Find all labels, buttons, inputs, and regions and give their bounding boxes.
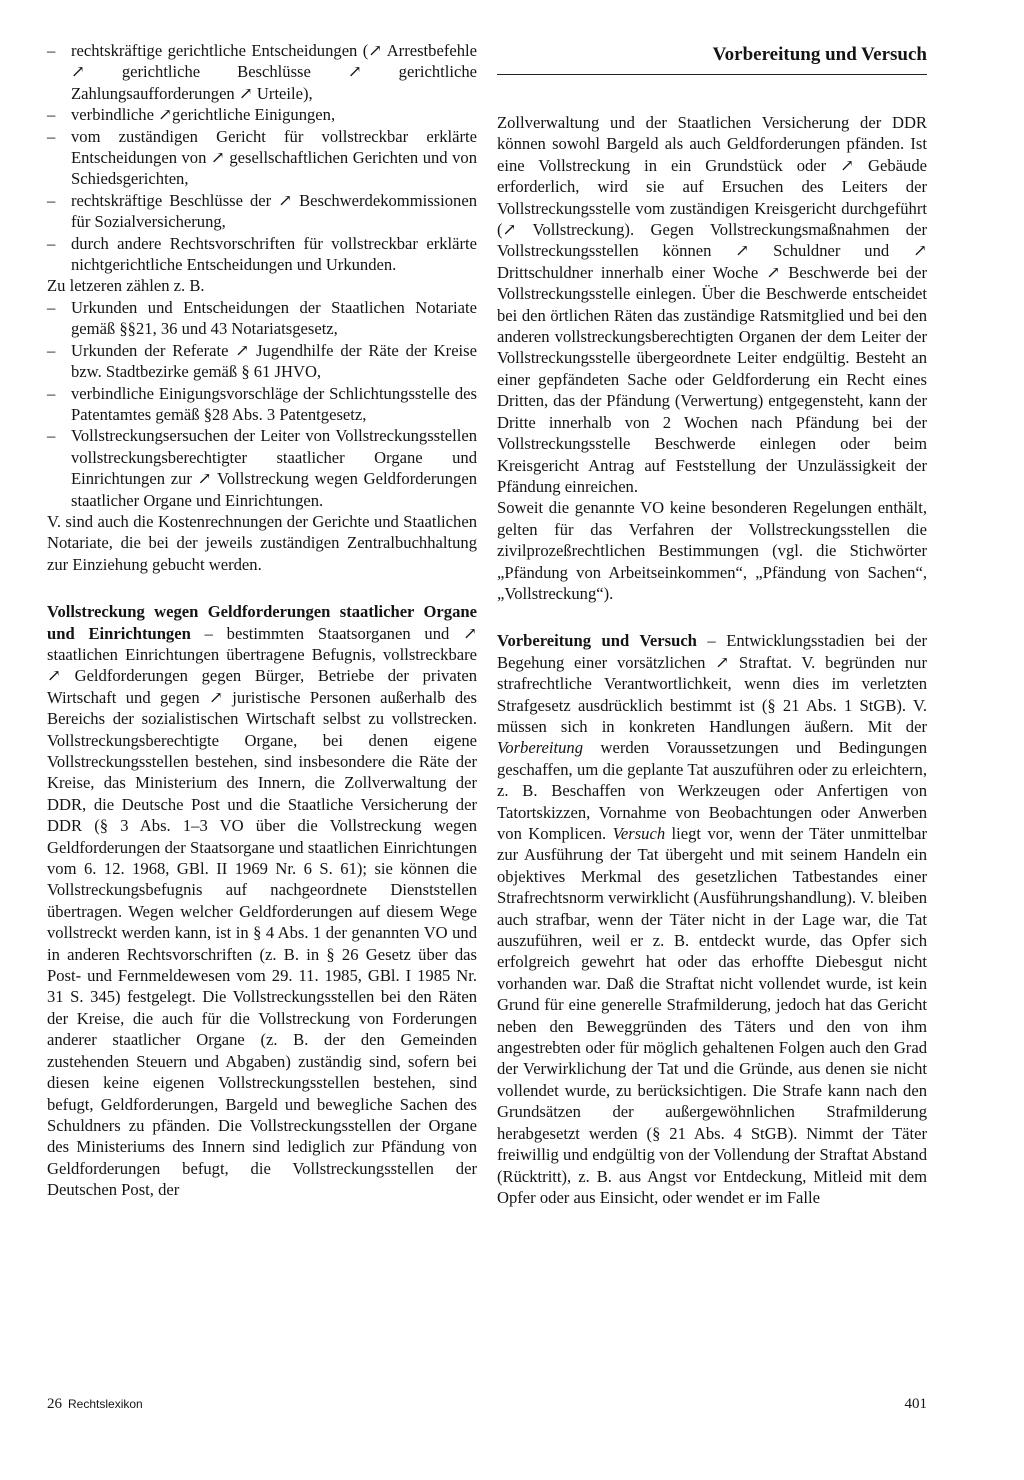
entry-body: – bestimmten Staatsorganen und ↗ staatlichen Einrichtungen übertragene Befugnis, vollstreckbare ↗ Geldforderungen gegen Bürger, Betriebe der privaten Wirtschaft und gegen ↗ juristische Personen außerhalb des Bereichs der sozialistischen Wirtschaft selbst zu vollstrecken. Vollstreckungsberechtigte Organe, bei denen eigene Vollstreckungsstellen bestehen, sind insbesondere die Räte der Kreise, das Ministerium des Innern, die Zollverwaltung der DDR, die Deutsche Post und die Staatliche Versicherung der DDR (§ 3 Abs. 1–3 VO über die Vollstreckung wegen Geldforderungen der Staatsorgane und staatlichen Einrichtungen vom 6. 12. 1968, GBl. II 1969 Nr. 6 S. 61); sie können die Vollstreckungsbefugnis auf nachgeordnete Dienststellen übertragen. Wegen welcher Geldforderungen auf diesem Wege vollstreckt werden kann, ist in § 4 Abs. 1 der genannten VO und in anderen Rechtsvorschriften (z. B. in § 26 Gesetz über das Post- und Fernmeldewesen vom 29. 11. 1985, GBl. I 1985 Nr. 31 S. 345) festgelegt. Die Vollstreckungsstellen bei den Räten der Kreise, die auch für die Vollstreckung von Forderungen anderer staatlicher Organe (z. B. der den Gemeinden zustehenden Steuern und Abgaben) zuständig sind, sofern bei diesen keine eigenen Vollstreckungsstellen bestehen, sind befugt, Geldforderungen, Bargeld und bewegliche Sachen des Schuldners zu pfänden. Die Vollstreckungsstellen der Organe des Ministeriums des Innern sind lediglich zur Pfändung von Geldforderungen befugt, die Vollstreckungsstellen der Deutschen Post, der [47, 623, 477, 1200]
list-item: – verbindliche ↗gerichtliche Einigungen, [47, 104, 477, 125]
continuation-paragraph: Zollverwaltung und der Staatlichen Versicherung der DDR können sowohl Bargeld als auch Geldforderungen pfänden. Ist eine Vollstreckung in ein Grundstück oder ↗ Gebäude erforderlich, wird sie auf Ersuchen des Leiters der Vollstreckungsstelle vom zuständigen Kreisgericht durchgeführt (↗ Vollstreckung). Gegen Vollstreckungsmaßnahmen der Vollstreckungsstellen können ↗ Schuldner und ↗ Drittschuldner innerhalb einer Woche ↗ Beschwerde bei der Vollstreckungsstelle einlegen. Über die Beschwerde entscheidet bei den örtlichen Räten das zuständige Ratsmitglied und bei den anderen vollstreckungsberechtigten Organen der dem Leiter der Vollstreckungsstelle übergeordnete Leiter endgültig. Besteht an einer gepfändeten Sache oder Geldforderung ein Recht eines Dritten, das der Pfändung (Verwertung) entgegensteht, kann der Dritte innerhalb von 2 Wochen nach Pfändung bei der Vollstreckungsstelle Beschwerde einlegen oder beim Kreisgericht Antrag auf Feststellung der Unzulässigkeit der Pfändung einreichen. [497, 113, 927, 496]
list-item: – durch andere Rechtsvorschriften für vollstreckbar erklärte nichtgerichtliche Entscheidungen und Urkunden. [47, 233, 477, 276]
footer-left [47, 1396, 143, 1413]
list-item: – verbindliche Einigungsvorschläge der Schlichtungsstelle des Patentamtes gemäß §28 Abs. 3 Patentgesetz, [47, 383, 477, 426]
enforceable-titles-list [47, 40, 477, 275]
entry-headword: Vollstreckung wegen Geldforderungen staatlicher Organe und Einrichtungen [47, 602, 477, 643]
page-number: 401 [904, 1396, 927, 1412]
entry-text: liegt vor, wenn der Täter unmittelbar zur Ausführung der Tat übergeht und mit seinem Handeln ein objektives Merkmal des gesetzlichen Tatbestandes einer Strafrechtsnorm verwirklicht (Ausführungshandlung). V. bleiben auch strafbar, wenn der Täter nicht in der Lage war, die Tat auszuführen, weil er z. B. entdeckt wurde, das Opfer sich erfolgreich gewehrt hat oder das erhoffte Diebesgut nicht vorhanden war. Daß die Straftat nicht vollendet wurde, ist kein Grund für eine generelle Strafmilderung, jedoch hat das Gericht neben den Beweggründen des Täters und den von ihm angestrebten oder für möglich gehaltenen Folgen auch den Grad der Verwirklichung der Tat und die Gründe, aus denen sie nicht vollendet wurde, zu berücksichtigen. Die Strafe kann nach den Grundsätzen der außergewöhnlichen Strafmilderung herabgesetzt werden (§ 21 Abs. 4 StGB). Nimmt der Täter freiwillig und endgültig von der Vollendung der Straftat Abstand (Rücktritt), z. B. aus Angst vor Entdeckung, Mitleid mit dem Opfer oder aus Einsicht, oder wendet er im Falle [497, 824, 927, 1207]
list-item: – rechtskräftige gerichtliche Entscheidungen (↗ Arrestbefehle ↗ gerichtliche Beschlüsse ↗ gerichtliche Zahlungsaufforderungen ↗ Urteile), [47, 40, 477, 104]
list-item: – Vollstreckungsersuchen der Leiter von Vollstreckungsstellen vollstreckungsberechtigter staatlicher Organe und Einrichtungen zur ↗ Vollstreckung wegen Geldforderungen staatlicher Organe und Einrichtungen. [47, 425, 477, 511]
list-item: – rechtskräftige Beschlüsse der ↗ Beschwerdekommissionen für Sozialversicherung, [47, 190, 477, 233]
entry-emphasis: Vorbereitung [497, 738, 584, 758]
book-name: Rechtslexikon [68, 1397, 143, 1411]
closing-paragraph: V. sind auch die Kostenrechnungen der Gerichte und Staatlichen Notariate, die bei der jeweils zuständigen Zentralbuchhaltung zur Einziehung gebucht werden. [47, 511, 477, 574]
entry-text: – Entwicklungsstadien bei der Begehung einer vorsätzlichen ↗ Straftat. V. begründen nur strafrechtliche Verantwortlichkeit, wenn dies im verletzten Strafgesetz ausdrücklich bestimmt ist (§ 21 Abs. 1 StGB). V. müssen sich in konkreten Handlungen äußern. Mit der [497, 631, 927, 736]
running-head: Vorbereitung und Versuch [712, 44, 927, 65]
right-column [497, 112, 927, 1208]
header-rule [497, 74, 927, 75]
list-item: – Urkunden und Entscheidungen der Staatlichen Notariate gemäß §§21, 36 und 43 Notariatsgesetz, [47, 297, 477, 340]
signature-number: 26 [47, 1396, 62, 1412]
examples-list [47, 297, 477, 511]
continuation-paragraph-2: Soweit die genannte VO keine besonderen Regelungen enthält, gelten für das Verfahren der Vollstreckungsstellen die zivilprozeßrechtlichen Bestimmungen (vgl. die Stichwörter „Pfändung von Arbeitseinkommen“, „Pfändung von Sachen“, „Vollstreckung“). [497, 498, 927, 603]
list-item: – vom zuständigen Gericht für vollstreckbar erklärte Entscheidungen von ↗ gesellschaftlichen Gerichten und von Schiedsgerichten, [47, 126, 477, 190]
entry-emphasis: Versuch [612, 824, 666, 843]
entry-headword: Vorbereitung und Versuch [497, 631, 697, 651]
list-item: – Urkunden der Referate ↗ Jugendhilfe der Räte der Kreise bzw. Stadtbezirke gemäß § 61 JHVO, [47, 340, 477, 383]
entry-vollstreckung-geldforderungen [47, 601, 477, 1200]
entry-text: werden Voraussetzungen und Bedingungen geschaffen, um die geplante Tat auszuführen oder zu erleichtern, z. B. Beschaffen von Werkzeugen oder Anfertigen von Tatortskizzen, Vornahme von Beobachtungen oder Anwerben von Komplicen. [497, 738, 927, 843]
entry-vorbereitung-versuch [497, 630, 927, 1208]
left-column [47, 40, 477, 1201]
list-intro: Zu letzeren zählen z. B. [47, 276, 205, 296]
